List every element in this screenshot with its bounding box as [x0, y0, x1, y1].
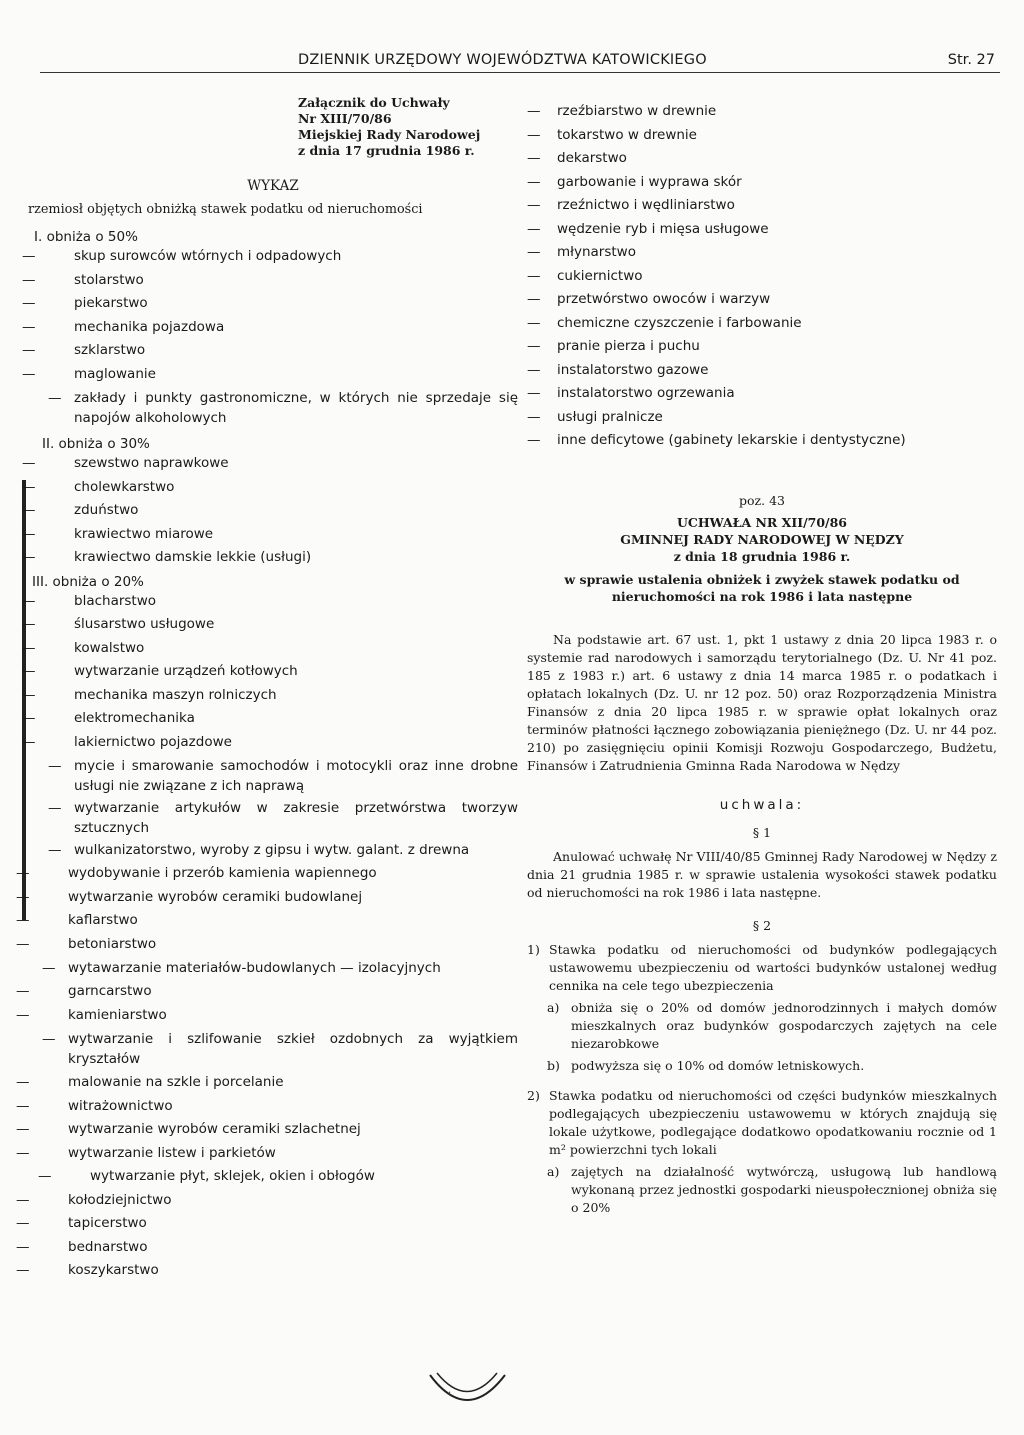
- sub-item-text: obniża się o 20% od domów jednorodzinnych i małych domów mieszkalnych oraz budynków gospodarczych zajętych na cele niezarobkowe: [571, 999, 997, 1051]
- page-number: Str. 27: [947, 52, 995, 68]
- list-item: — wędzenie ryb i mięsa usługowe: [527, 220, 769, 237]
- list-item: — instalatorstwo ogrzewania: [527, 385, 735, 401]
- list-item: — tokarstwo w drewnie: [527, 126, 697, 143]
- list-item: — wytwarzanie płyt, sklejek, okien i obłogów: [38, 1168, 375, 1184]
- preamble: Na podstawie art. 67 ust. 1, pkt 1 ustawy z dnia 20 lipca 1983 r. o systemie rad narodowych i samorządu terytorialnego (Dz. U. Nr 41 poz. 185 z 1983 r.) art. 6 ustawy z dnia 14 marca 1985 r. o podatkach i opłatach lokalnych (Dz. U. nr 12 poz. 50) oraz Rozporządzenia Ministra Finansów z dnia 20 lipca 1985 r. w sprawie opłat lokalnych oraz terminów płatności łącznego zobowiązania pieniężnego (Dz. U. nr 44 poz. 210) po zasięgnięciu opinii Komisji Rozwoju Gospodarczego, Budżetu, Finansów i Zatrudnienia Gminna Rada Narodowa w Nędzy: [527, 631, 997, 773]
- resolution-date: z dnia 18 grudnia 1986 r.: [673, 548, 851, 564]
- numbered-item: [527, 1087, 997, 1159]
- list-item: — stolarstwo: [22, 271, 144, 288]
- resolution-title: [527, 514, 997, 565]
- list-item: — krawiectwo miarowe: [22, 525, 214, 542]
- section-mark: § 2: [752, 917, 772, 933]
- uchwala-heading: uchwala:: [719, 796, 805, 813]
- list-item: — witrażownictwo: [16, 1097, 173, 1114]
- list-item: — krawiectwo damskie lekkie (usługi): [22, 549, 312, 565]
- list-item: — mechanika pojazdowa: [22, 318, 225, 335]
- list-item: — wytwarzanie artykułów w zakresie przetwórstwa tworzyw sztucznych: [48, 800, 518, 836]
- list-item: — piekarstwo: [22, 295, 148, 311]
- list-item: — kołodziejnictwo: [16, 1191, 172, 1208]
- sub-item-letter: a): [547, 999, 560, 1015]
- list-item: — młynarstwo: [527, 244, 636, 260]
- list-item: — cukiernictwo: [527, 267, 643, 284]
- list-item: — zduństwo: [22, 502, 139, 518]
- list-item: — mycie i smarowanie samochodów i motocykli oraz inne drobne usługi nie związane z ich naprawą: [48, 758, 518, 794]
- wykaz-title: WYKAZ: [247, 178, 299, 194]
- sub-item-letter: b): [547, 1057, 560, 1073]
- list-item: — garncarstwo: [16, 983, 152, 999]
- list-item: — wulkanizatorstwo, wyroby z gipsu i wytw. galant. z drewna: [48, 842, 470, 858]
- list-item: — instalatorstwo gazowe: [527, 361, 709, 378]
- list-item: — przetwórstwo owoców i warzyw: [527, 291, 771, 307]
- sub-item: [527, 1057, 997, 1075]
- section-1-text: Anulować uchwałę Nr VIII/40/85 Gminnej Rady Narodowej w Nędzy z dnia 21 grudnia 1985 r. w sprawie ustalenia wysokości stawek podatku od nieruchomości na rok 1986 i lata następne.: [527, 848, 997, 900]
- list-item: — chemiczne czyszczenie i farbowanie: [527, 314, 802, 331]
- list-item: — maglowanie: [22, 365, 156, 382]
- list-item: — wytwarzanie wyrobów ceramiki szlachetnej: [16, 1121, 361, 1137]
- list-item: — rzeźbiarstwo w drewnie: [527, 103, 717, 119]
- library-stamp: [425, 1365, 510, 1420]
- list-item: — wytwarzanie listew i parkietów: [16, 1144, 276, 1161]
- list-item: — usługi pralnicze: [527, 408, 663, 425]
- resolution-title-line: UCHWAŁA NR XII/70/86: [676, 514, 847, 530]
- list-item: — lakiernictwo pojazdowe: [22, 733, 232, 750]
- sub-item-text: zajętych na działalność wytwórczą, usługową lub handlową wykonaną przez jednostki gospodarki nieuspołecznionej obniża się o 20%: [571, 1163, 997, 1215]
- continued-list: [527, 100, 997, 453]
- list-item: — ślusarstwo usługowe: [22, 616, 215, 632]
- resolution-subject: w sprawie ustalenia obniżek i zwyżek stawek podatku od nieruchomości na rok 1986 i lata następne: [564, 571, 960, 604]
- left-column: [16, 95, 518, 1283]
- list-item: — wytwarzanie wyrobów ceramiki budowlanej: [16, 888, 363, 905]
- annex-line: Nr XIII/70/86: [298, 111, 392, 126]
- list-item: — szewstwo naprawkowe: [22, 455, 229, 471]
- list-item: — zakłady i punkty gastronomiczne, w których nie sprzedaje się napojów alkoholowych: [48, 390, 518, 426]
- list-item: — malowanie na szkle i porcelanie: [16, 1074, 284, 1090]
- journal-title: DZIENNIK URZĘDOWY WOJEWÓDZTWA KATOWICKIEGO: [298, 52, 707, 68]
- page-header: [40, 50, 1000, 73]
- svg-text:·: ·: [445, 1387, 453, 1399]
- list-item: — inne deficytowe (gabinety lekarskie i dentystyczne): [527, 432, 906, 448]
- sub-item-text: podwyższa się o 10% od domów letniskowych.: [571, 1057, 865, 1073]
- section-list: [16, 590, 518, 1283]
- sub-item: [527, 999, 997, 1053]
- section-list: [22, 245, 518, 428]
- list-item: — wydobywanie i przerób kamienia wapiennego: [16, 865, 377, 881]
- list-item: — tapicerstwo: [16, 1215, 147, 1231]
- resolution-title-line: GMINNEJ RADY NARODOWEJ W NĘDZY: [620, 531, 904, 547]
- annex-line: z dnia 17 grudnia 1986 r.: [298, 143, 475, 158]
- section-heading: III. obniża o 20%: [32, 573, 144, 590]
- item-text: Stawka podatku od nieruchomości od budynków podlegających ustawowemu ubezpieczeniu od wartości budynków ustalonej według cennika na cele tego ubezpieczenia: [549, 941, 997, 993]
- annex-line: Miejskiej Rady Narodowej: [298, 127, 481, 142]
- list-item: — koszykarstwo: [16, 1262, 159, 1278]
- list-item: — kaflarstwo: [16, 912, 138, 928]
- list-item: — kamieniarstwo: [16, 1006, 167, 1023]
- right-column: [527, 100, 997, 1217]
- sub-item: [527, 1163, 997, 1217]
- list-item: — betoniarstwo: [16, 935, 157, 952]
- list-item: — bednarstwo: [16, 1238, 148, 1255]
- section-heading: I. obniża o 50%: [34, 229, 138, 245]
- list-item: — pranie pierza i puchu: [527, 338, 700, 354]
- list-item: — wytawarzanie materiałów-budowlanych — izolacyjnych: [42, 960, 441, 976]
- list-item: — blacharstwo: [22, 592, 157, 609]
- sub-item-letter: a): [547, 1163, 560, 1179]
- list-item: — rzeźnictwo i wędliniarstwo: [527, 197, 735, 213]
- section-mark: § 1: [752, 824, 772, 840]
- list-item: — skup surowców wtórnych i odpadowych: [22, 248, 342, 264]
- annex-line: Załącznik do Uchwały: [298, 95, 450, 110]
- position-number: poz. 43: [739, 492, 785, 508]
- list-item: — cholewkarstwo: [22, 478, 175, 495]
- item-text: Stawka podatku od nieruchomości od części budynków mieszkalnych podlegających ubezpieczeniu ustawowemu w których znajdują się lokale użytkowe, podlegające dodatkowo opodatkowaniu rocznie od 1 m² powierzchni tych lokali: [549, 1087, 997, 1157]
- list-item: — kowalstwo: [22, 639, 145, 656]
- annex-heading: [298, 95, 518, 159]
- numbered-item: [527, 941, 997, 995]
- item-number: 1): [527, 941, 540, 957]
- list-item: — wytwarzanie i szlifowanie szkieł ozdobnych za wyjątkiem kryształów: [42, 1031, 518, 1067]
- list-item: — garbowanie i wyprawa skór: [527, 173, 742, 190]
- item-number: 2): [527, 1087, 540, 1103]
- section-list: [22, 452, 518, 570]
- section-heading: II. obniża o 30%: [42, 436, 150, 452]
- list-item: — mechanika maszyn rolniczych: [22, 686, 277, 703]
- list-item: — wytwarzanie urządzeń kotłowych: [22, 663, 298, 679]
- list-item: — dekarstwo: [527, 150, 627, 166]
- list-item: — szklarstwo: [22, 342, 146, 358]
- wykaz-subtitle: rzemiosł objętych obniżką stawek podatku od nieruchomości: [28, 202, 423, 217]
- list-item: — elektromechanika: [22, 710, 195, 726]
